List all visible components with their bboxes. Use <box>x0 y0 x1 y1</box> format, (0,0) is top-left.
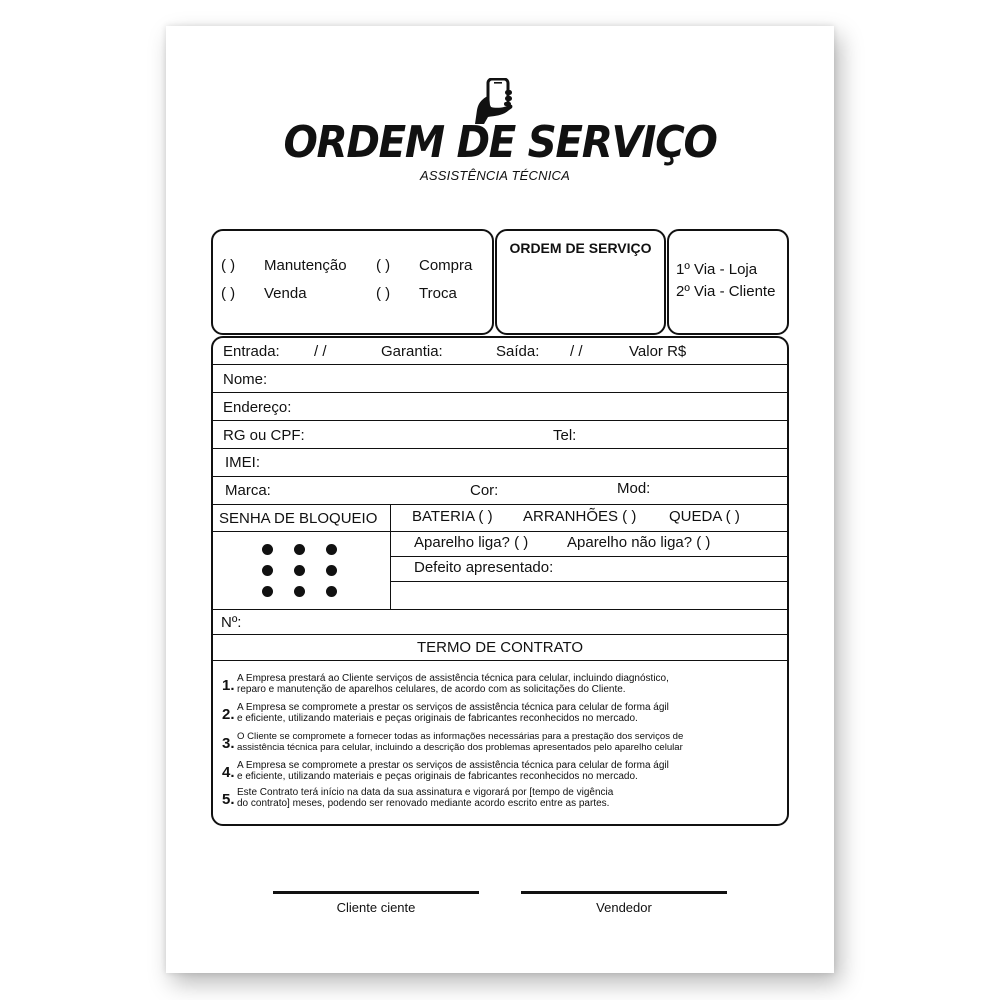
garantia-label: Garantia: <box>381 343 443 360</box>
cor-label: Cor: <box>470 482 499 499</box>
clause-number: 2. <box>222 706 235 723</box>
seller-signature-line[interactable] <box>521 891 727 894</box>
marca-label: Marca: <box>225 482 271 499</box>
document-subtitle: ASSISTÊNCIA TÉCNICA <box>420 168 570 183</box>
row-divider <box>391 556 788 557</box>
arranhoes-checkbox[interactable]: ARRANHÕES ( ) <box>523 508 637 525</box>
row-divider <box>212 448 788 449</box>
clause-text: Este Contrato terá início na data da sua assinatura e vigorará por [tempo de vigência <box>237 787 614 798</box>
row-divider <box>391 581 788 582</box>
row-divider <box>212 634 788 635</box>
clause-text: do contrato] meses, podendo ser renovado mediante acordo escrito entre as partes. <box>237 798 610 809</box>
compra-label: Compra <box>419 257 473 274</box>
troca-label: Troca <box>419 285 457 302</box>
mod-label: Mod: <box>617 480 651 497</box>
copy-info-box <box>667 229 789 335</box>
venda-label: Venda <box>264 285 307 302</box>
row-divider <box>212 504 788 505</box>
clause-text: e eficiente, utilizando materiais e peças originais de fabricantes reconhecidos no mercado. <box>237 771 638 782</box>
saida-label: Saída: <box>496 343 540 360</box>
tel-label: Tel: <box>553 427 577 444</box>
client-signature-line[interactable] <box>273 891 479 894</box>
saida-date-field[interactable]: / / <box>570 343 583 360</box>
order-box-title: ORDEM DE SERVIÇO <box>509 240 652 256</box>
pattern-dot[interactable] <box>294 565 305 576</box>
clause-text: A Empresa prestará ao Cliente serviços de assistência técnica para celular, incluindo diagnóstico, <box>237 673 669 684</box>
aparelho-liga-checkbox[interactable]: Aparelho liga? ( ) <box>414 534 529 551</box>
seller-signature-label: Vendedor <box>596 900 652 915</box>
bateria-checkbox[interactable]: BATERIA ( ) <box>412 508 493 525</box>
defeito-label: Defeito apresentado: <box>414 559 554 576</box>
row-divider <box>212 392 788 393</box>
pattern-dot[interactable] <box>326 565 337 576</box>
pattern-dot[interactable] <box>326 544 337 555</box>
clause-number: 1. <box>222 677 235 694</box>
numero-label: Nº: <box>221 614 242 631</box>
document-title: ORDEM DE SERVIÇO <box>283 117 717 168</box>
clause-number: 4. <box>222 764 235 781</box>
client-signature-label: Cliente ciente <box>336 900 416 915</box>
endereco-label: Endereço: <box>223 399 292 416</box>
pattern-dot[interactable] <box>326 586 337 597</box>
column-divider <box>390 504 391 609</box>
compra-checkbox[interactable]: ( ) <box>376 257 391 274</box>
manutencao-checkbox[interactable]: ( ) <box>221 257 236 274</box>
queda-checkbox[interactable]: QUEDA ( ) <box>669 508 740 525</box>
rg-cpf-label: RG ou CPF: <box>223 427 305 444</box>
service-type-box <box>211 229 494 335</box>
clause-number: 5. <box>222 791 235 808</box>
clause-text: e eficiente, utilizando materiais e peças originais de fabricantes reconhecidos no mercado. <box>237 713 638 724</box>
senha-bloqueio-label: SENHA DE BLOQUEIO <box>219 510 378 527</box>
pattern-dot[interactable] <box>294 544 305 555</box>
clause-number: 3. <box>222 735 235 752</box>
row-divider <box>212 476 788 477</box>
valor-label: Valor R$ <box>629 343 687 360</box>
troca-checkbox[interactable]: ( ) <box>376 285 391 302</box>
clause-text: assistência técnica para celular, incluindo a descrição dos problemas apresentados pelo aparelho celular <box>237 742 683 753</box>
pattern-dot[interactable] <box>294 586 305 597</box>
pattern-dot[interactable] <box>262 586 273 597</box>
pattern-dot[interactable] <box>262 565 273 576</box>
row-divider <box>212 364 788 365</box>
row-divider <box>212 609 788 610</box>
clause-text: A Empresa se compromete a prestar os serviços de assistência técnica para celular de forma ágil <box>237 760 669 771</box>
imei-label: IMEI: <box>225 454 261 471</box>
clause-text: O Cliente se compromete a fornecer todas as informações necessárias para a prestação dos serviços de <box>237 731 684 742</box>
venda-checkbox[interactable]: ( ) <box>221 285 236 302</box>
copy-line-store: 1º Via - Loja <box>676 261 758 278</box>
nome-label: Nome: <box>223 371 268 388</box>
termo-contrato-heading: TERMO DE CONTRATO <box>416 639 584 656</box>
copy-line-client: 2º Via - Cliente <box>676 283 776 300</box>
clause-text: reparo e manutenção de aparelhos celulares, de acordo com as solicitações do Cliente. <box>237 684 626 695</box>
row-divider <box>212 660 788 661</box>
clause-text: A Empresa se compromete a prestar os serviços de assistência técnica para celular de forma ágil <box>237 702 669 713</box>
entrada-label: Entrada: <box>223 343 280 360</box>
pattern-dot[interactable] <box>262 544 273 555</box>
row-divider <box>212 531 788 532</box>
entrada-date-field[interactable]: / / <box>314 343 327 360</box>
aparelho-nao-liga-checkbox[interactable]: Aparelho não liga? ( ) <box>567 534 711 551</box>
manutencao-label: Manutenção <box>264 257 347 274</box>
row-divider <box>212 420 788 421</box>
